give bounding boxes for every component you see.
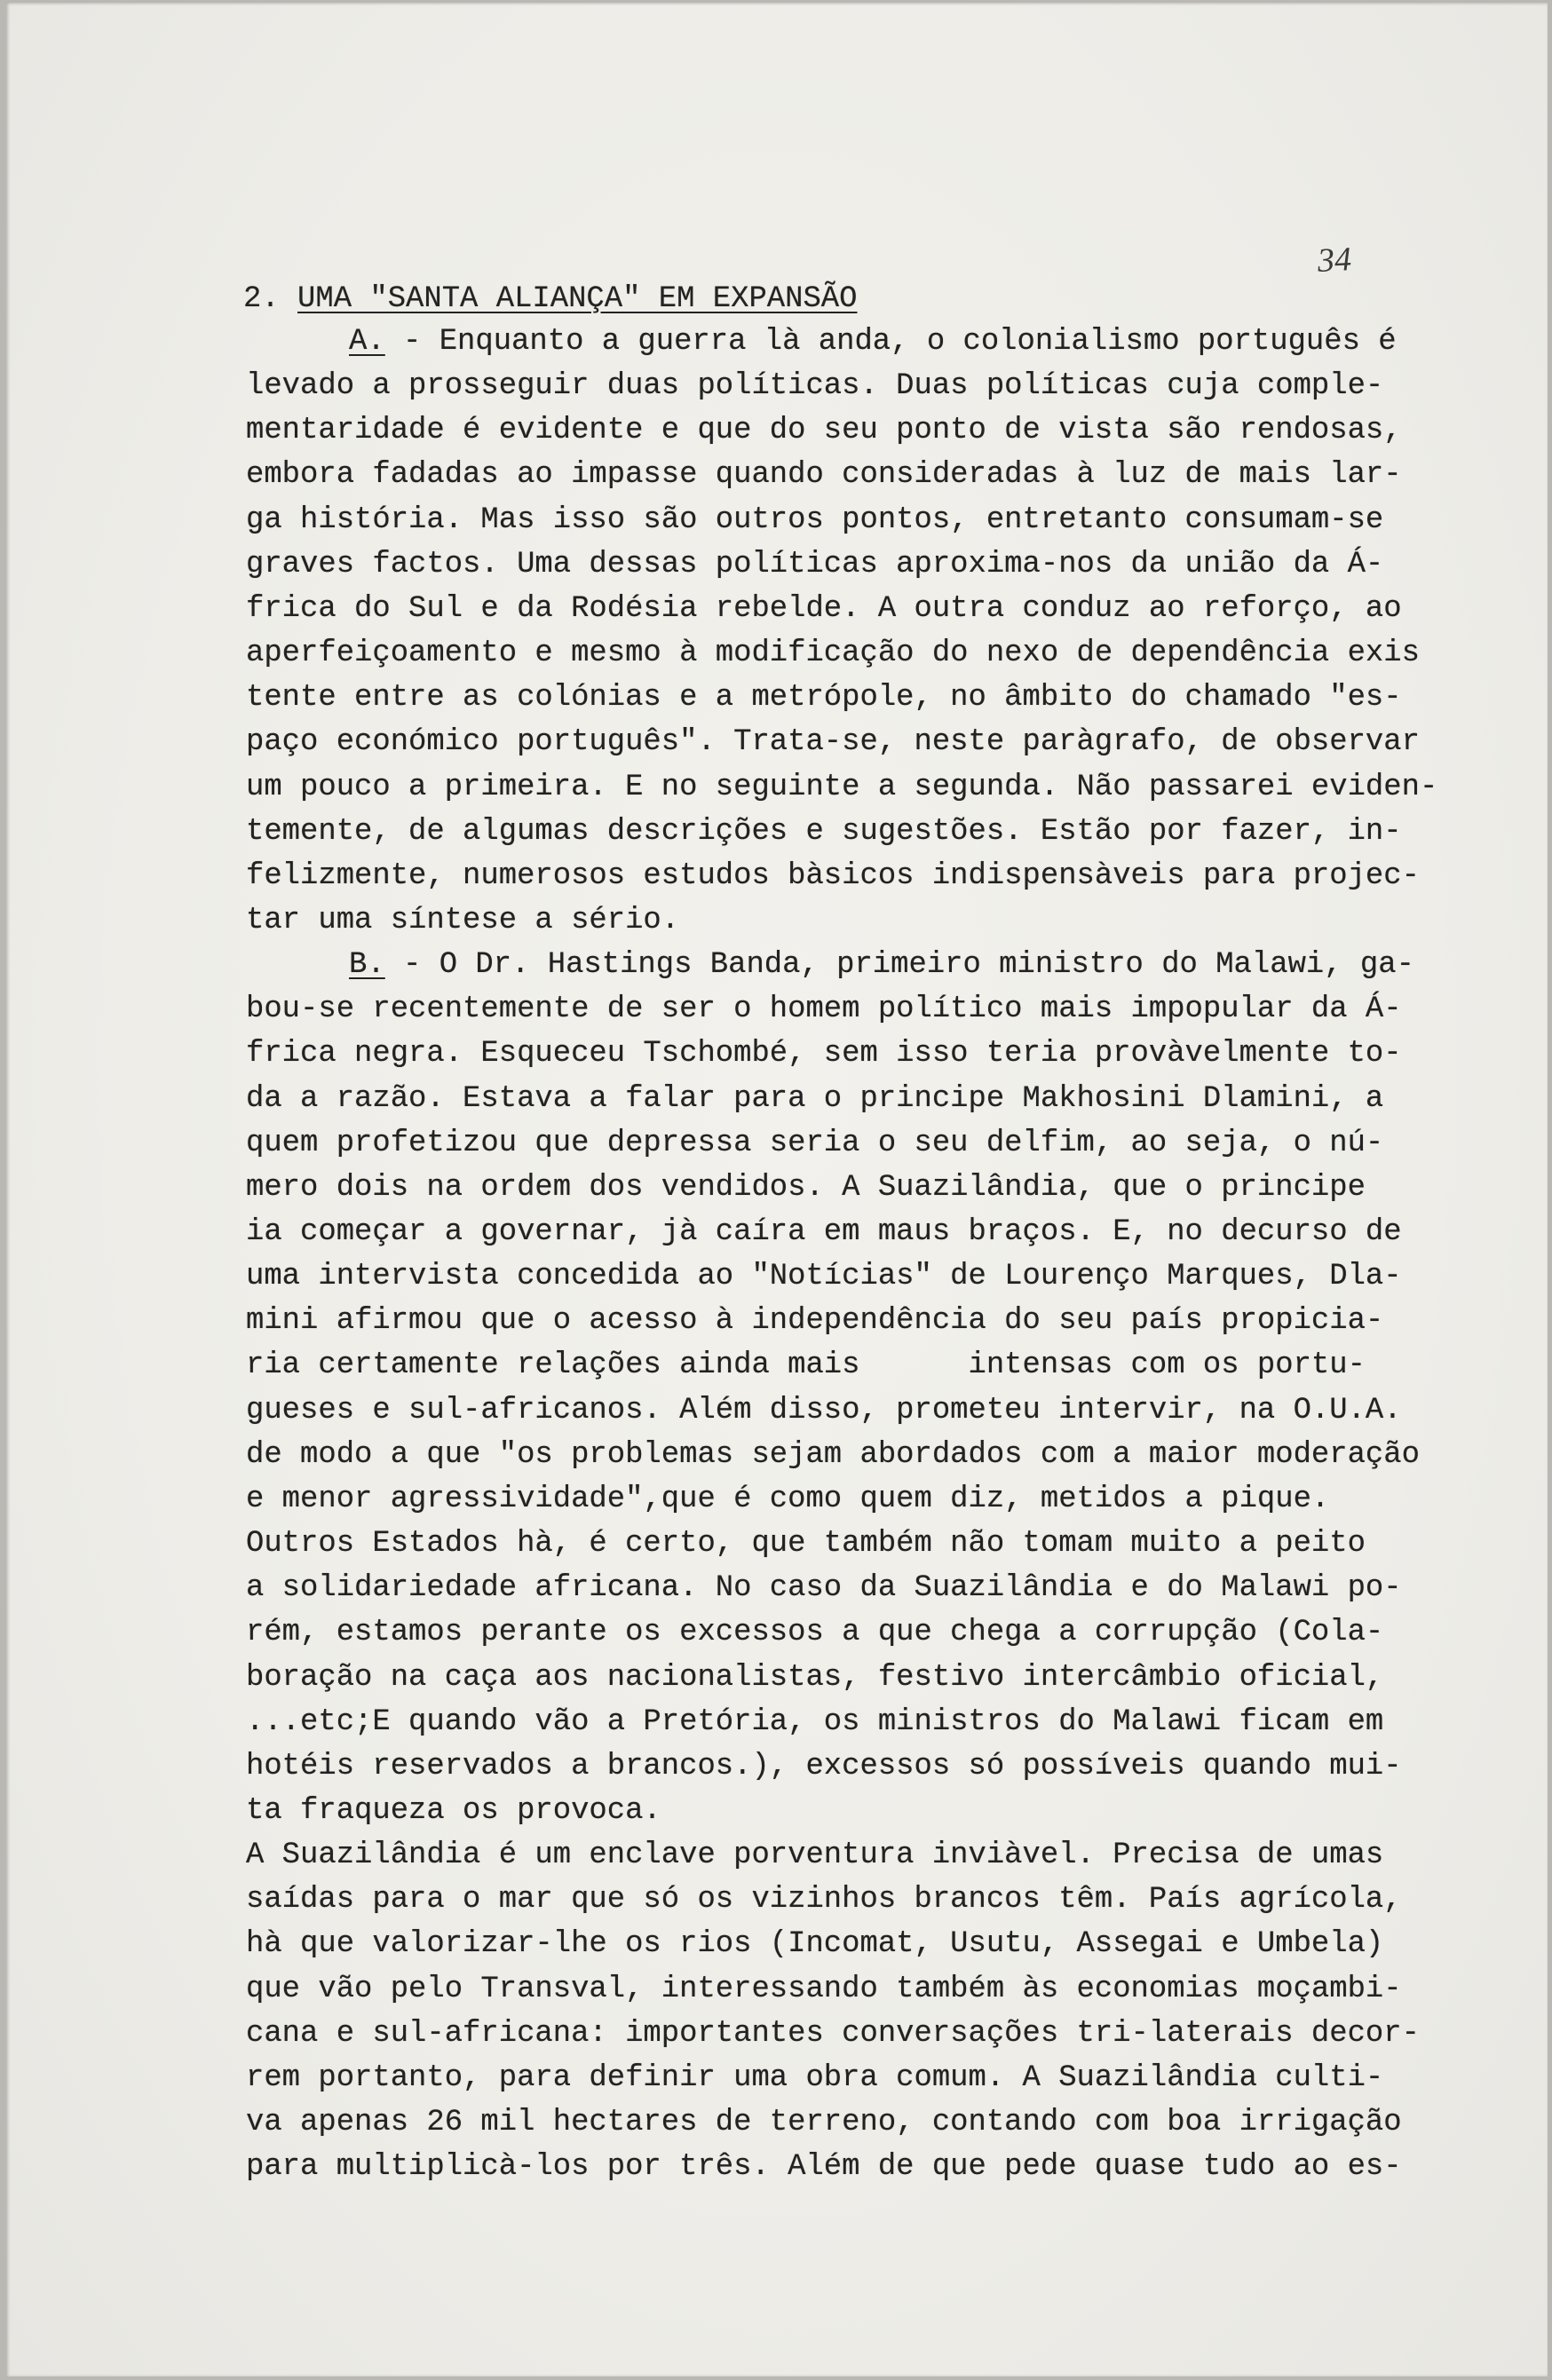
line-text: rém, estamos perante os excessos a que chega a corrupção (Cola- bbox=[246, 1616, 1384, 1650]
line-text: levado a prosseguir duas políticas. Duas políticas cuja comple- bbox=[246, 369, 1384, 404]
line-text: da a razão. Estava a falar para o principe Makhosini Dlamini, a bbox=[246, 1081, 1384, 1116]
text-line bbox=[246, 765, 1437, 810]
text-line bbox=[246, 1522, 1366, 1566]
line-text: boração na caça aos nacionalistas, festivo intercâmbio oficial, bbox=[246, 1660, 1384, 1695]
text-line bbox=[246, 587, 1402, 631]
text-line bbox=[246, 1343, 1366, 1388]
text-line bbox=[246, 542, 1383, 587]
text-line bbox=[246, 1700, 1383, 1744]
section-title: UMA "SANTA ALIANÇA" EM EXPANSÃO bbox=[297, 282, 858, 316]
line-text: va apenas 26 mil hectares de terreno, contando com boa irrigação bbox=[246, 2106, 1402, 2139]
text-line bbox=[246, 676, 1402, 720]
line-text: - Enquanto a guerra là anda, o colonialismo português é bbox=[384, 325, 1397, 359]
line-text: ria certamente relações ainda mais intensas com os portu- bbox=[246, 1348, 1366, 1383]
text-line bbox=[246, 1967, 1402, 2012]
text-line bbox=[246, 1922, 1383, 1966]
line-text: mini afirmou que o acesso à independência do seu país propicia- bbox=[246, 1304, 1384, 1339]
section-number: 2. bbox=[243, 282, 298, 316]
line-text: ...etc;E quando vão a Pretória, os ministros do Malawi ficam em bbox=[246, 1704, 1384, 1739]
text-line bbox=[246, 1477, 1329, 1522]
line-text: gueses e sul-africanos. Além disso, prometeu intervir, na O.U.A. bbox=[246, 1393, 1402, 1427]
line-text: frica negra. Esqueceu Tschombé, sem isso teria provàvelmente to- bbox=[246, 1037, 1402, 1071]
line-text: hà que valorizar-lhe os rios (Incomat, Usutu, Assegai e Umbela) bbox=[246, 1927, 1384, 1962]
text-line bbox=[246, 720, 1420, 764]
text-line bbox=[246, 1254, 1402, 1299]
line-text: que vão pelo Transval, interessando também às economias moçambi- bbox=[246, 1972, 1402, 2006]
text-line bbox=[246, 1610, 1383, 1655]
text-line bbox=[246, 408, 1402, 453]
text-line bbox=[246, 810, 1402, 854]
line-text: felizmente, numerosos estudos bàsicos indispensàveis para projec- bbox=[246, 858, 1420, 893]
line-text: para multiplicà-los por três. Além de que pede quase tudo ao es- bbox=[246, 2150, 1402, 2185]
line-text: saídas para o mar que só os vizinhos brancos têm. País agrícola, bbox=[246, 1883, 1402, 1917]
text-line bbox=[246, 498, 1383, 542]
line-text: mero dois na ordem dos vendidos. A Suazilândia, que o principe bbox=[246, 1170, 1366, 1205]
line-text: graves factos. Uma dessas políticas aproxima-nos da união da Á- bbox=[246, 547, 1384, 581]
text-line bbox=[246, 2145, 1402, 2189]
line-text: e menor agressividade",que é como quem diz, metidos a pique. bbox=[246, 1482, 1330, 1516]
line-text: de modo a que "os problemas sejam abordados com a maior moderação bbox=[246, 1437, 1420, 1472]
line-text: uma intervista concedida ao "Notícias" de Lourenço Marques, Dla- bbox=[246, 1260, 1402, 1294]
typewritten-page bbox=[6, 3, 1548, 2376]
line-text: bou-se recentemente de ser o homem político mais impopular da Á- bbox=[246, 992, 1402, 1027]
line-text: aperfeiçoamento e mesmo à modificação do nexo de dependência exis bbox=[246, 637, 1420, 671]
line-text: frica do Sul e da Rodésia rebelde. A outra conduz ao reforço, ao bbox=[246, 591, 1402, 626]
body-text bbox=[246, 320, 1489, 2202]
line-text: quem profetizou que depressa seria o seu delfim, ao seja, o nú- bbox=[246, 1126, 1384, 1160]
text-line bbox=[246, 1210, 1402, 1254]
text-line bbox=[246, 1878, 1402, 1922]
text-line bbox=[246, 2056, 1383, 2100]
line-text: ta fraqueza os provoca. bbox=[246, 1793, 661, 1828]
text-line bbox=[246, 943, 1414, 987]
page-number: 34 bbox=[1316, 241, 1353, 280]
line-text: rem portanto, para definir uma obra comum. A Suazilândia culti- bbox=[246, 2060, 1384, 2095]
text-line bbox=[246, 1077, 1383, 1121]
line-text: Outros Estados hà, é certo, que também não tomam muito a peito bbox=[246, 1527, 1366, 1562]
line-text: tar uma síntese a sério. bbox=[246, 903, 680, 937]
line-text: hotéis reservados a brancos.), excessos só possíveis quando mui- bbox=[246, 1749, 1402, 1783]
text-line bbox=[246, 1566, 1402, 1610]
line-text: tente entre as colónias e a metrópole, no âmbito do chamado "es- bbox=[246, 681, 1402, 716]
text-line bbox=[246, 1388, 1402, 1433]
line-text: temente, de algumas descrições e sugestões. Estão por fazer, in- bbox=[246, 814, 1402, 849]
text-line bbox=[246, 898, 679, 943]
line-text: - O Dr. Hastings Banda, primeiro ministro do Malawi, ga- bbox=[384, 948, 1414, 983]
line-text: cana e sul-africana: importantes conversações tri-laterais decor- bbox=[246, 2016, 1420, 2051]
text-line bbox=[246, 2012, 1420, 2056]
text-line bbox=[246, 1433, 1420, 1477]
section-marker: A. bbox=[349, 325, 385, 359]
text-line bbox=[246, 1744, 1402, 1789]
text-line bbox=[246, 1789, 661, 1833]
text-line bbox=[246, 631, 1420, 676]
text-line bbox=[246, 364, 1383, 408]
section-heading bbox=[243, 277, 857, 321]
line-text: mentaridade é evidente e que do seu ponto de vista são rendosas, bbox=[246, 414, 1402, 448]
line-text: a solidariedade africana. No caso da Suazilândia e do Malawi po- bbox=[246, 1571, 1402, 1606]
section-marker: B. bbox=[349, 948, 385, 983]
line-text: ga história. Mas isso são outros pontos, entretanto consumam-se bbox=[246, 502, 1384, 537]
text-line bbox=[246, 320, 1397, 364]
text-line bbox=[246, 2100, 1402, 2145]
text-line bbox=[246, 854, 1420, 898]
line-text: um pouco a primeira. E no seguinte a segunda. Não passarei eviden- bbox=[246, 770, 1438, 804]
text-line bbox=[246, 987, 1402, 1032]
text-line bbox=[246, 453, 1402, 497]
line-text: ia começar a governar, jà caíra em maus braços. E, no decurso de bbox=[246, 1215, 1402, 1249]
line-text: A Suazilândia é um enclave porventura inviàvel. Precisa de umas bbox=[246, 1838, 1384, 1873]
text-line bbox=[246, 1032, 1402, 1076]
line-text: embora fadadas ao impasse quando consideradas à luz de mais lar- bbox=[246, 458, 1402, 493]
text-line bbox=[246, 1833, 1383, 1878]
text-line bbox=[246, 1166, 1366, 1210]
line-text: paço económico português". Trata-se, neste paràgrafo, de observar bbox=[246, 725, 1420, 760]
text-line bbox=[246, 1121, 1383, 1166]
text-line bbox=[246, 1656, 1383, 1700]
text-line bbox=[246, 1299, 1383, 1343]
